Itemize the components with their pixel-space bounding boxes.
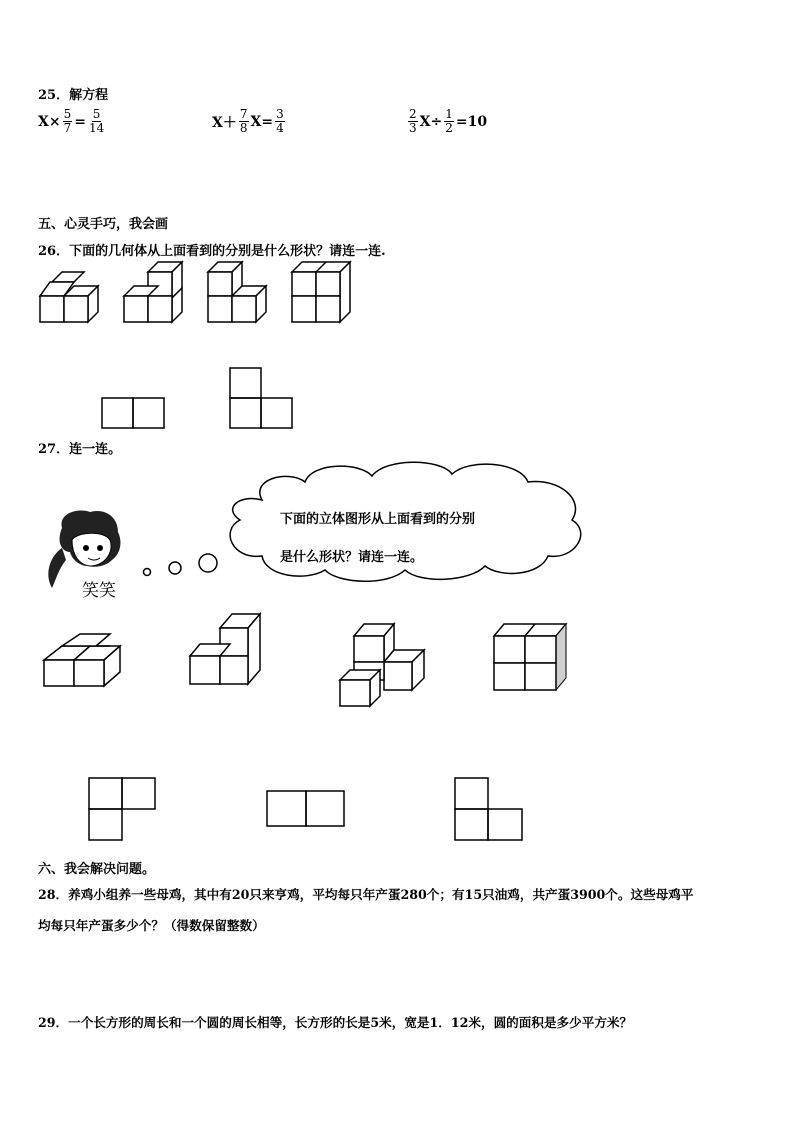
q28-line-1: 28．养鸡小组养一些母鸡，其中有20只来亨鸡，平均每只年产蛋280个；有15只油鸡，共产蛋3900个。这些母鸡平 [38,887,694,902]
cloud-text-line-1: 下面的立体图形从上面看到的分别 [280,512,476,527]
q29-text: 29．一个长方形的周长和一个圆的周长相等，长方形的长是5米，宽是1．12米，圆的面积是多少平方米？ [38,1015,633,1030]
eq2-fraction-a: $\frac{7}{8}$ [239,107,248,135]
q27-topview-1 [89,778,155,840]
eq1-lhs: X× [38,113,61,130]
eq2-mid: X= [250,113,274,130]
section6-title: 六、我会解决问题。 [38,862,156,877]
q26-title: 26．下面的几何体从上面看到的分别是什么形状？请连一连. [38,244,386,259]
eq1-fraction-a: $\frac{5}{7}$ [63,107,72,135]
eq2-lhs: X＋ [212,114,237,131]
eq3-fraction-a: $\frac{2}{3}$ [409,107,417,135]
q27-topview-2 [267,791,344,826]
q27-solid-1 [44,634,120,686]
eq3-fraction-b: $\frac{1}{2}$ [445,107,453,135]
eq3-mid: X÷ [419,113,443,130]
q27-solid-3 [340,624,424,706]
eq1-fraction-b: $\frac{5}{14}$ [88,107,105,135]
girl-label: 笑笑 [82,581,116,601]
q28-line-2: 均每只年产蛋多少个？（得数保留整数） [38,918,265,933]
eq1-equals: = [74,113,86,130]
q25-title: 25．解方程 [38,88,109,103]
cloud-text-line-2: 是什么形状？请连一连。 [280,550,424,565]
q27-title: 27．连一连。 [38,442,122,457]
q27-solid-2 [190,614,260,684]
section5-title: 五、心灵手巧，我会画 [38,217,169,232]
q27-topview-3 [455,778,522,840]
eq3-rhs: =10 [455,113,488,130]
eq2-fraction-b: $\frac{3}{4}$ [276,107,284,135]
q27-solid-4 [494,624,566,690]
